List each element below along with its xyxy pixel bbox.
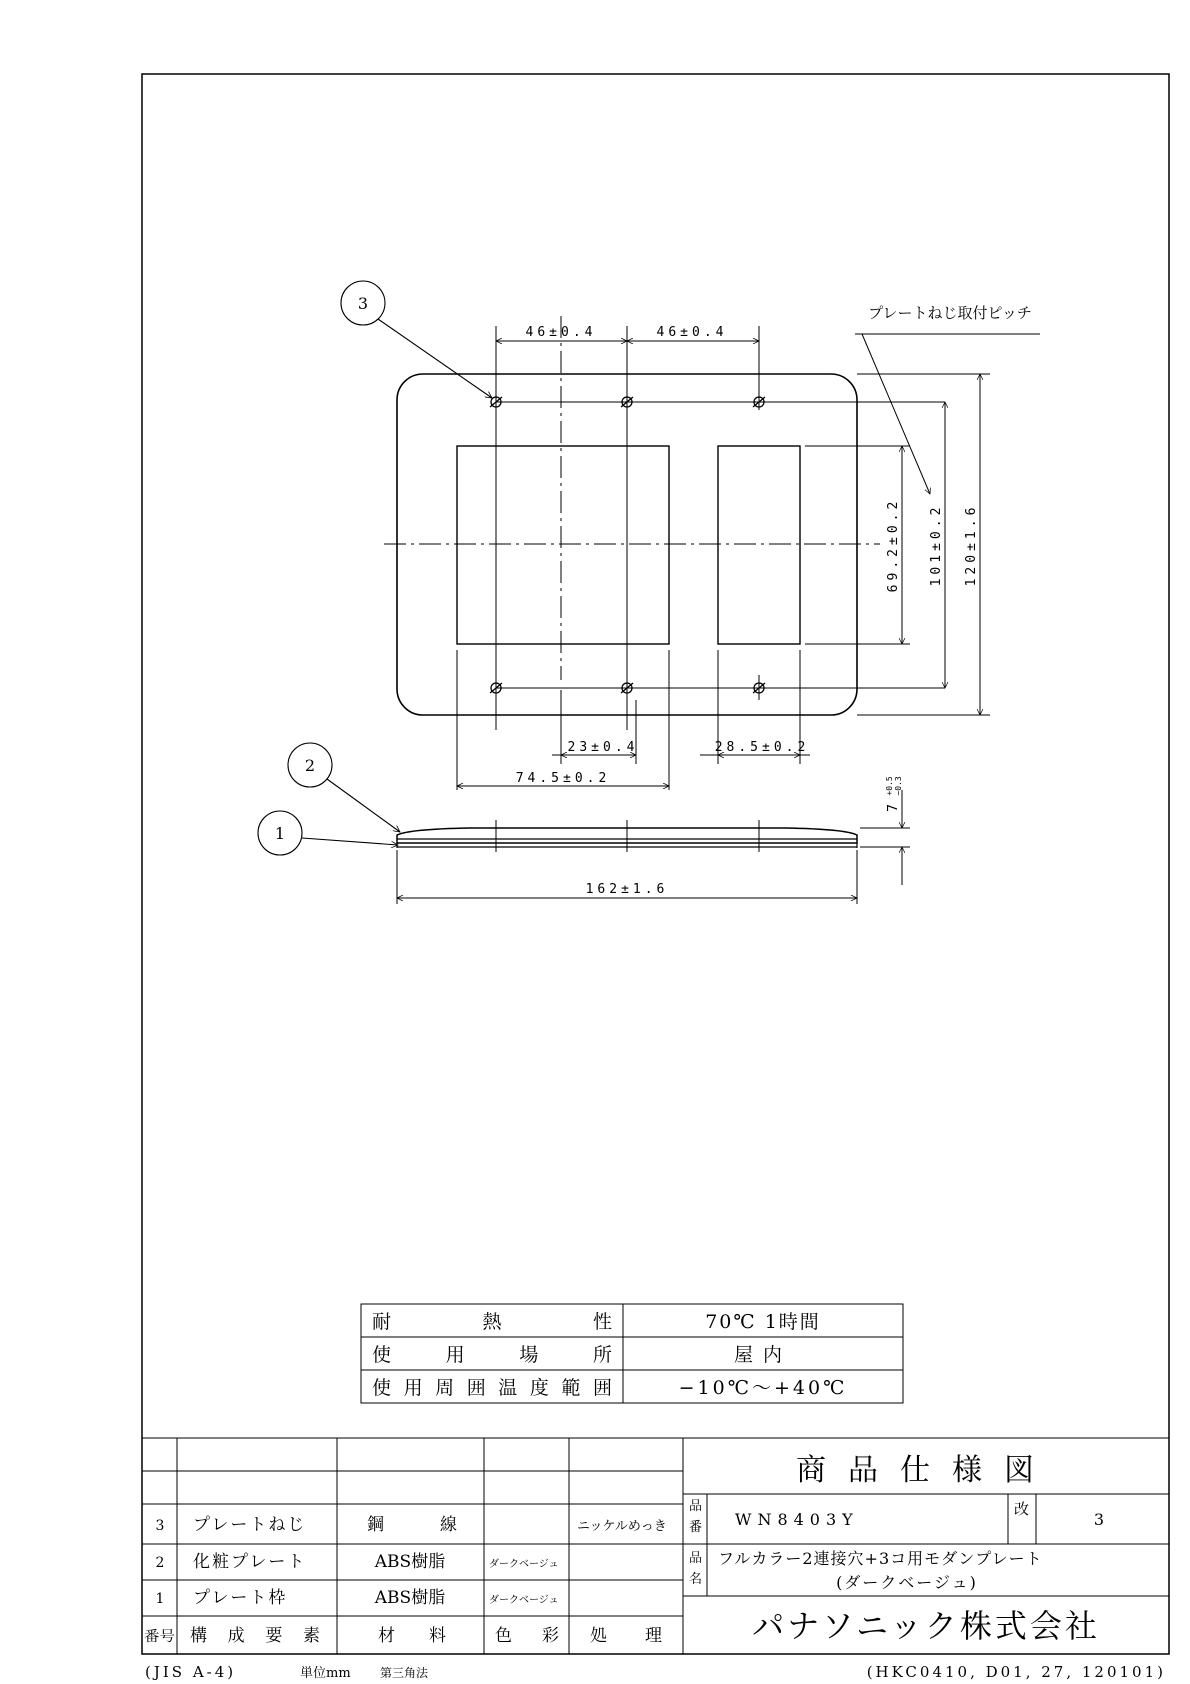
dim-7-tol-lower: −0.3 (894, 776, 903, 796)
part-2-material: ABS樹脂 (374, 1552, 446, 1572)
dim-101: 101±0.2 (929, 503, 944, 587)
product-name-line1: フルカラー2連接穴+3コ用モダンプレート (718, 1549, 1043, 1568)
dim-120: 120±1.6 (964, 503, 979, 587)
header-material: 材料 (378, 1626, 446, 1646)
dim-pitch-a: 46±0.4 (525, 325, 597, 340)
dim-pitch-b: 46±0.4 (656, 325, 728, 340)
dim-7: 7 (886, 804, 901, 812)
footer-unit: 単位mm (300, 1666, 351, 1681)
opening-right (718, 446, 800, 644)
footer-jis: (JIS A-4) (145, 1663, 237, 1681)
rev-label: 改 (1014, 1500, 1030, 1518)
part-1-no: 1 (155, 1591, 165, 1607)
product-name-line2: (ダークベージュ) (836, 1573, 978, 1592)
part-no-label-b: 番 (689, 1520, 703, 1535)
header-name: 構成要素 (190, 1626, 320, 1646)
header-no: 番号 (144, 1629, 175, 1645)
spec-value-3: −10℃〜+40℃ (678, 1377, 848, 1399)
sheet-title: 商品仕様図 (796, 1453, 1056, 1488)
spec-value-1: 70℃ 1時間 (705, 1311, 821, 1333)
dim-69-2: 69.2±0.2 (886, 497, 901, 593)
dim-162: 162±1.6 (585, 882, 669, 897)
spec-value-2: 屋内 (733, 1344, 793, 1366)
balloon-2-label: 2 (304, 756, 316, 775)
dim-74-5: 74.5±0.2 (515, 771, 611, 786)
header-treatment: 処理 (590, 1626, 662, 1646)
footer-code: (HKC0410, D01, 27, 120101) (866, 1663, 1166, 1681)
opening-left (457, 446, 669, 644)
part-3-no: 3 (155, 1518, 165, 1534)
part-1-material: ABS樹脂 (374, 1588, 446, 1608)
part-3-name: プレートねじ (193, 1515, 307, 1535)
header-color: 色彩 (495, 1626, 559, 1646)
part-3-treatment: ニッケルめっき (577, 1519, 667, 1534)
balloon-1-label: 1 (274, 824, 286, 843)
name-label-a: 品 (689, 1551, 703, 1566)
part-1-color: ダークベージュ (489, 1595, 559, 1606)
company-name: パナソニック株式会社 (752, 1607, 1100, 1645)
spec-label-3: 使用周囲温度範囲 (372, 1377, 612, 1399)
part-no-label-a: 品 (689, 1499, 703, 1514)
part-2-name: 化粧プレート (193, 1552, 307, 1572)
balloon-3-label: 3 (357, 294, 369, 313)
spec-label-1: 耐熱性 (372, 1311, 612, 1333)
spec-label-2: 使用場所 (372, 1344, 612, 1366)
part-1-name: プレート枠 (193, 1588, 288, 1608)
part-2-no: 2 (155, 1555, 165, 1571)
dim-28-5: 28.5±0.2 (714, 740, 810, 755)
callout-label: プレートねじ取付ピッチ (868, 304, 1032, 322)
dim-7-tol-upper: +0.5 (885, 776, 894, 796)
part-2-color: ダークベージュ (489, 1559, 559, 1570)
name-label-b: 名 (689, 1572, 703, 1587)
dim-23: 23±0.4 (567, 740, 639, 755)
part-3-material: 鋼線 (367, 1515, 457, 1535)
footer-projection: 第三角法 (380, 1666, 429, 1680)
part-number: WN8403Y (735, 1510, 859, 1529)
rev-value: 3 (1093, 1510, 1105, 1529)
